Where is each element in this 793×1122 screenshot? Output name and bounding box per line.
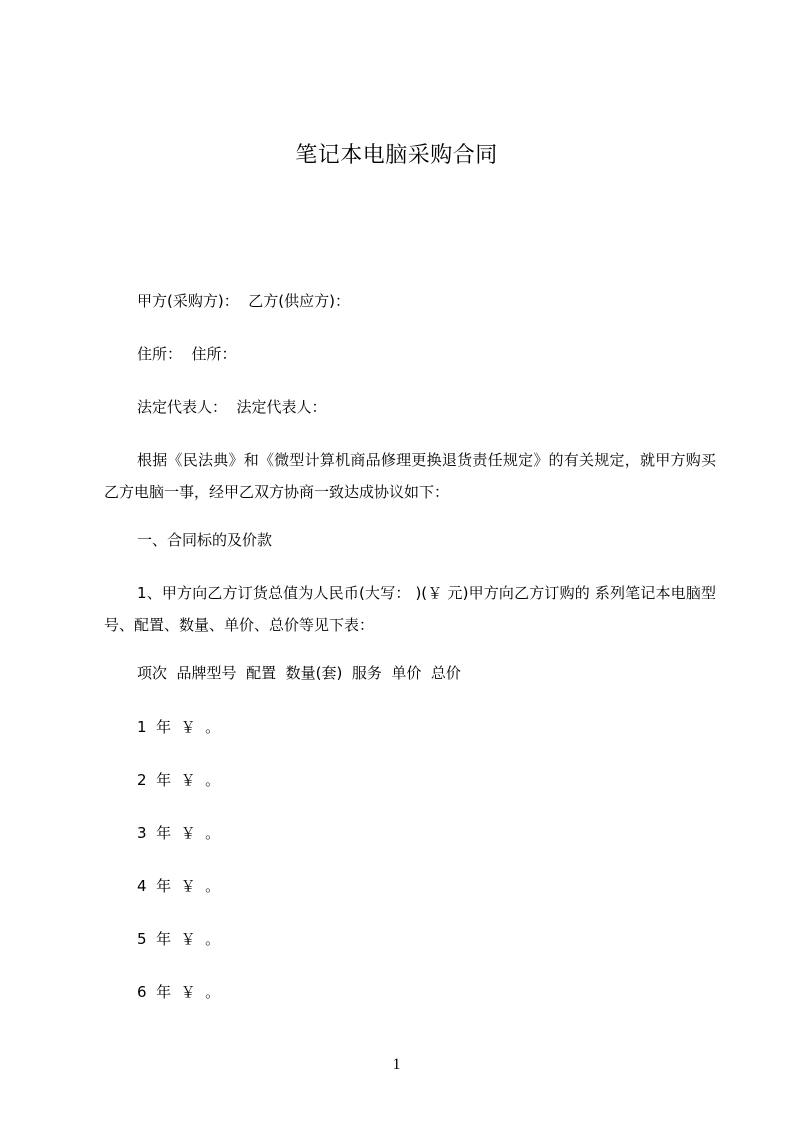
intro-paragraph: 根据《民法典》和《微型计算机商品修理更换退货责任规定》的有关规定，就甲方购买乙方电脑一事，经甲乙双方协商一致达成协议如下： xyxy=(104,451,716,501)
document-title: 笔记本电脑采购合同 xyxy=(295,143,498,168)
table-row: 2 年 ￥ 。 xyxy=(137,771,221,789)
address-line: 住所： 住所： xyxy=(137,345,237,363)
table-row: 4 年 ￥ 。 xyxy=(137,877,221,895)
page-number: 1 xyxy=(392,1056,401,1073)
section-1-heading: 一、合同标的及价款 xyxy=(137,531,273,549)
table-row: 6 年 ￥ 。 xyxy=(137,983,221,1001)
party-line: 甲方(采购方)： 乙方(供应方)： xyxy=(137,292,350,310)
table-row: 5 年 ￥ 。 xyxy=(137,930,221,948)
legal-representative-line: 法定代表人： 法定代表人： xyxy=(137,398,327,416)
table-header: 项次 品牌型号 配置 数量(套) 服务 单价 总价 xyxy=(137,664,461,682)
table-row: 3 年 ￥ 。 xyxy=(137,824,221,842)
clause-1-paragraph: 1、甲方向乙方订货总值为人民币(大写： )(￥ 元)甲方向乙方订购的 系列笔记本电脑型号、配置、数量、单价、总价等见下表： xyxy=(104,584,716,634)
table-row: 1 年 ￥ 。 xyxy=(137,718,221,736)
